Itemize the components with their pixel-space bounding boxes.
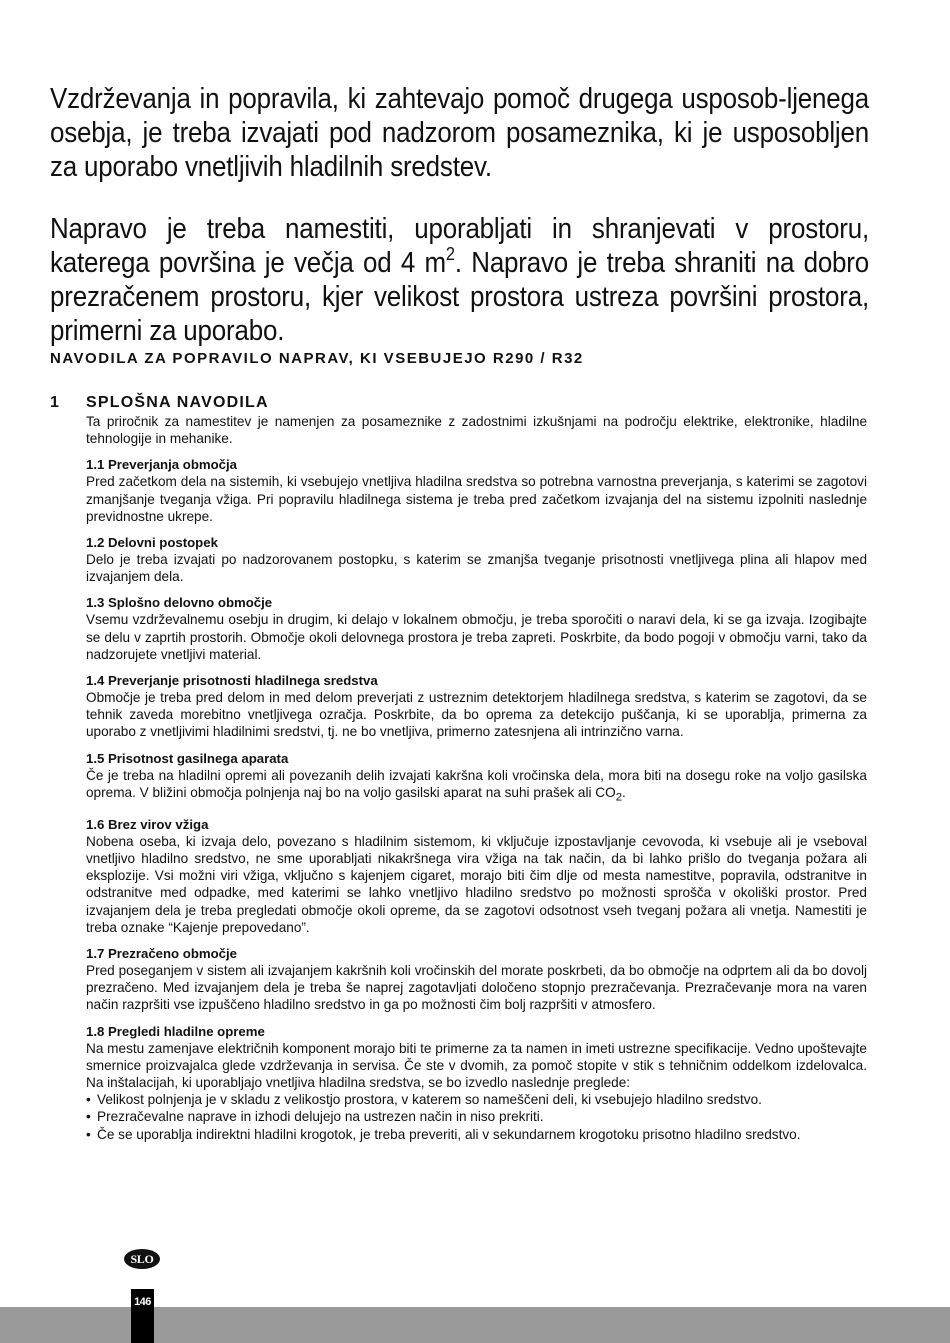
intro-p2-part2: . Napravo je treba shraniti na dobro prezračenem prostoru, kjer velikost prostora ustreza površini prostora, primerni za uporabo.: [50, 247, 869, 347]
subsection-text-end: .: [622, 784, 626, 800]
list-item: • Velikost polnjenja je v skladu z velikostjo prostora, v katerem so nameščeni deli, ki vsebujejo hladilno sredstvo.: [86, 1091, 867, 1108]
subsection-text: Vsemu vzdrževalnemu osebju in drugim, ki delajo v lokalnem območju, je treba sporočiti o naravi dela, ki se ga izvaja. Izogibajte se delu v zaprtih prostorih. Območje okoli delovnega prostora je treba zapreti. Poskrbite, da bodo pogoji v območju varni, tako da nadzorujete vnetljivi material.: [86, 612, 867, 662]
subsection-text: Območje je treba pred delom in med delom preverjati z ustreznim detektorjem hladilnega sredstva, s katerim se zagotovi, da se tehnik zaveda morebitno vnetljivega ozračja. Poskrbite, da bo oprema za detekcijo puščanja, ki se uporablja, primerna za uporabo z vnetljivimi hladilnimi sredstvi, tj. ne bo vnetljiva, primerno zatesnjena ali intrinzično varna.: [86, 690, 867, 740]
subsection-title: 1.6 Brez virov vžiga: [86, 816, 209, 832]
subsection-text: Pred poseganjem v sistem ali izvajanjem kakršnih koli vročinskih del morate poskrbeti, da bo območje na odprtem ali da bo dovolj prezračeno. Med izvajanjem dela je treba še naprej zagotavljati določeno stopnjo prezračevanja. Prezračevanje mora na varen način razpršiti vse izpuščeno hladilno sredstvo in ga po možnosti čim bolj razpršiti v atmosfero.: [86, 962, 867, 1013]
subsection-title: 1.1 Preverjanja območja: [86, 457, 237, 473]
subsection-text: [86, 767, 867, 807]
subsection-text: Na mestu zamenjave električnih komponent morajo biti te primerne za ta namen in imeti ustrezne specifikacije. Vedno upoštevajte smernice proizvajalca glede vzdrževanja in servisa. Če ste v dvomih, za pomoč stopite v stik s tehničnim oddelkom izdelovalca. Na inštalacijah, ki uporabljajo vnetljiva hladilna sredstva, se bo izvedlo naslednje preglede:: [86, 1040, 867, 1090]
subsection-1-2: [86, 534, 867, 585]
section-number: 1: [50, 394, 59, 411]
section-content: [86, 413, 867, 1143]
page-number: 146: [134, 1296, 151, 1308]
subsection-title: 1.2 Delovni postopek: [86, 535, 218, 551]
intro-p2-part1: Napravo je treba namestiti, uporabljati in shranjevati v prostoru, katerega površina je večja od 4 m: [50, 213, 869, 279]
subsection-text-main: Če je treba na hladilni opremi ali povezanih delih izvajati kakršna koli vročinska dela, mora biti na dosegu roke na voljo gasilska oprema. V bližini območja polnjenja naj bo na voljo gasilski aparat na suhi prašek ali CO: [86, 767, 867, 800]
intro-p2-superscript: 2: [445, 244, 455, 264]
list-item: • Če se uporablja indirektni hladilni krogotok, je treba preveriti, ali v sekundarnem krogotoku prisotno hladilno sredstvo.: [86, 1126, 867, 1143]
subsection-1-3: [86, 594, 867, 663]
language-badge: SLO: [124, 1249, 160, 1269]
subsection-1-7: [86, 945, 867, 1014]
section-title: SPLOŠNA NAVODILA: [86, 394, 269, 411]
subsection-1-8: [86, 1023, 867, 1143]
section-intro: Ta priročnik za namestitev je namenjen za posameznike z zadostnimi izkušnjami na področju elektrike, elektronike, hladilne tehnologije in mehanike.: [86, 414, 867, 447]
subsection-text: Delo je treba izvajati po nadzorovanem postopku, s katerim se zmanjša tveganje prisotnosti vnetljivega plina ali hlapov med izvajanjem dela.: [86, 552, 867, 585]
subsection-text: Nobena oseba, ki izvaja delo, povezano s hladilnim sistemom, ki vključuje izpostavljanje cevovoda, ki vsebuje ali je vseboval vnetljivo hladilno sredstvo, ne sme uporabljati nikakršnega vira vžiga na tak način, da bi lahko prišlo do tveganja požara ali eksplozije. Vsi možni viri vžiga, vključno s kajenjem cigaret, morajo biti čim dlje od mesta namestitve, popravila, odstranitve in odstranitve med odpadke, med katerimi se lahko vnetljivo hladilno sredstvo po možnosti sprošča v okoliški prostor. Pred izvajanjem dela je treba pregledati območje okoli opreme, da se zagotovi odsotnost vseh tveganj požara ali vnetja. Namestiti je treba oznake “Kajenje prepovedano”.: [86, 833, 867, 935]
subsection-1-4: [86, 672, 867, 741]
intro-paragraph-1: Vzdrževanja in popravila, ki zahtevajo pomoč drugega usposob-ljenega osebja, je treba izvajati pod nadzorom posameznika, ki je usposobljen za uporabo vnetljivih hladilnih sredstev.: [50, 83, 869, 183]
subsection-title: 1.8 Pregledi hladilne opreme: [86, 1023, 265, 1039]
list-item: • Prezračevalne naprave in izhodi delujejo na ustrezen način in niso prekriti.: [86, 1108, 867, 1125]
section-heading: NAVODILA ZA POPRAVILO NAPRAV, KI VSEBUJEJO R290 / R32: [50, 350, 584, 367]
subsection-text: Pred začetkom dela na sistemih, ki vsebujejo vnetljiva hladilna sredstva so potrebna varnostna preverjanja, s katerimi se zagotovi zmanjšanje tveganja vžiga. Pri popravilu hladilnega sistema je treba pred začetkom izvajanja del na sistemu izpolniti naslednje previdnostne ukrepe.: [86, 474, 867, 524]
subsection-title: 1.5 Prisotnost gasilnega aparata: [86, 750, 289, 766]
subsection-title: 1.4 Preverjanje prisotnosti hladilnega sredstva: [86, 673, 378, 689]
subsection-title: 1.7 Prezračeno območje: [86, 945, 237, 961]
intro-paragraph-2: [50, 212, 869, 348]
co2-subscript: 2: [615, 791, 623, 804]
subsection-title: 1.3 Splošno delovno območje: [86, 595, 273, 611]
subsection-1-1: [86, 456, 867, 525]
subsection-1-5: [86, 750, 867, 807]
check-list: [86, 1091, 867, 1143]
subsection-1-6: [86, 816, 867, 936]
